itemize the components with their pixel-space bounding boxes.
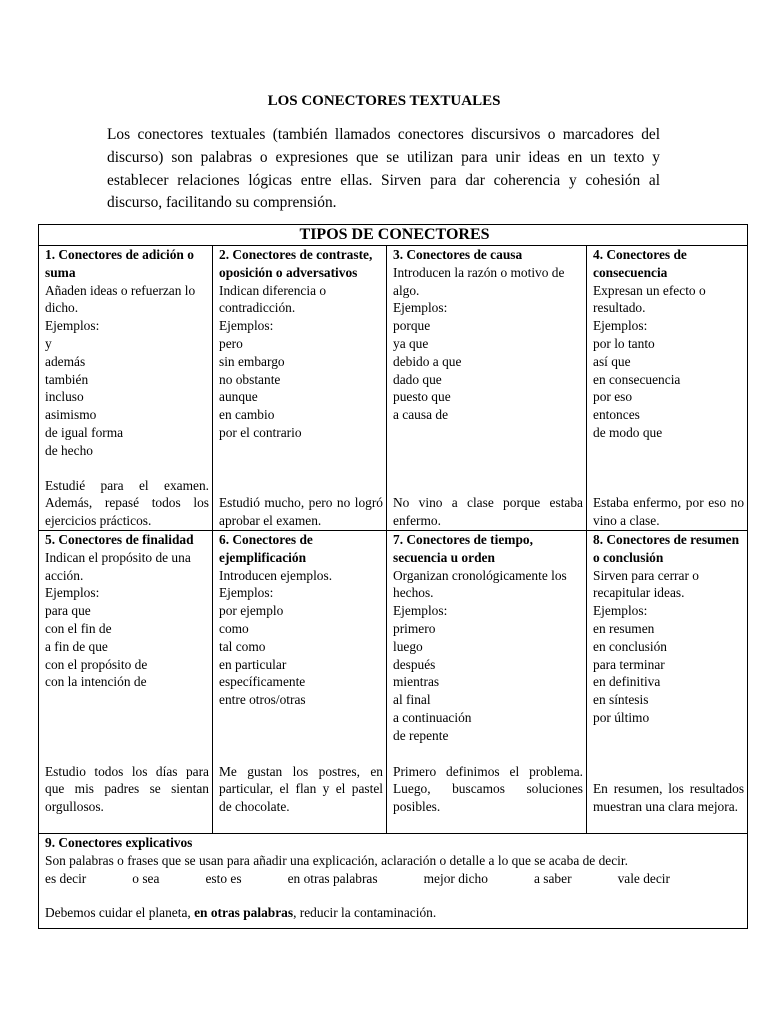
cell-description: Organizan cronológicamente los hechos. bbox=[393, 567, 567, 601]
example-connector: dado que bbox=[393, 371, 442, 387]
example-connector: al final bbox=[393, 692, 431, 708]
example-connector: para terminar bbox=[593, 656, 665, 672]
cell-example: Me gustan los postres, en particular, el flan y el pastel de chocolate. bbox=[219, 763, 383, 815]
example-connector: con la intención de bbox=[45, 674, 147, 690]
example-connector: después bbox=[393, 656, 436, 672]
cell-spacer bbox=[45, 691, 209, 762]
cell-description: Indican el propósito de una acción. bbox=[45, 549, 191, 583]
cell-example bbox=[45, 904, 741, 922]
cell-spacer bbox=[593, 442, 744, 495]
example-text: , reducir la contaminación. bbox=[293, 905, 437, 921]
example-connector: luego bbox=[393, 638, 423, 654]
example-connector: pero bbox=[219, 335, 243, 351]
cell-spacer bbox=[45, 460, 209, 477]
example-connector: en cambio bbox=[219, 407, 275, 423]
example-connector: en síntesis bbox=[593, 692, 649, 708]
example-connector: por el contrario bbox=[219, 424, 302, 440]
cell-description: Introducen ejemplos. bbox=[219, 567, 333, 583]
example-connector: porque bbox=[393, 318, 431, 334]
connectors-table bbox=[38, 224, 748, 929]
cell-title: 9. Conectores explicativos bbox=[45, 835, 193, 850]
example-highlight: en otras palabras bbox=[194, 905, 294, 921]
table-row bbox=[39, 246, 748, 531]
cell-example: Primero definimos el problema. Luego, buscamos soluciones posibles. bbox=[393, 763, 583, 815]
examples-label: Ejemplos: bbox=[45, 585, 100, 601]
table-header: TIPOS DE CONECTORES bbox=[39, 225, 748, 246]
cell-example: Estudié para el examen. Además, repasé todos los ejercicios prácticos. bbox=[45, 477, 209, 529]
table-row bbox=[39, 531, 748, 834]
example-connector: vale decir bbox=[617, 870, 670, 886]
example-connector: no obstante bbox=[219, 371, 281, 387]
explicativos-cell bbox=[39, 834, 748, 929]
example-connector: en resumen bbox=[593, 620, 655, 636]
examples-list bbox=[45, 870, 670, 888]
example-connector: además bbox=[45, 353, 86, 369]
cell-spacer bbox=[593, 727, 744, 781]
example-connector: incluso bbox=[45, 389, 84, 405]
connector-cell bbox=[387, 246, 587, 531]
cell-example: No vino a clase porque estaba enfermo. bbox=[393, 495, 583, 529]
example-connector: a causa de bbox=[393, 407, 449, 423]
cell-title: 1. Conectores de adición o suma bbox=[45, 247, 194, 280]
example-connector: en conclusión bbox=[593, 638, 668, 654]
cell-description: Son palabras o frases que se usan para añadir una explicación, aclaración o detalle a lo que se acaba de decir. bbox=[45, 852, 628, 868]
cell-example: Estudió mucho, pero no logró aprobar el examen. bbox=[219, 495, 383, 529]
cell-title: 2. Conectores de contraste, oposición o adversativos bbox=[219, 247, 373, 280]
examples-label: Ejemplos: bbox=[593, 603, 648, 619]
example-connector: a fin de que bbox=[45, 638, 108, 654]
connector-cell bbox=[387, 531, 587, 834]
cell-description: Añaden ideas o refuerzan lo dicho. bbox=[45, 282, 196, 316]
example-connector: a saber bbox=[533, 870, 572, 886]
connector-cell bbox=[587, 531, 748, 834]
example-connector: en particular bbox=[219, 656, 287, 672]
cell-description: Expresan un efecto o resultado. bbox=[593, 282, 706, 316]
example-connector: entre otros/otras bbox=[219, 692, 306, 708]
cell-spacer bbox=[393, 424, 583, 494]
example-connector: también bbox=[45, 371, 89, 387]
example-connector: es decir bbox=[45, 870, 87, 886]
connector-cell bbox=[213, 531, 387, 834]
examples-label: Ejemplos: bbox=[219, 585, 274, 601]
example-connector: en definitiva bbox=[593, 674, 661, 690]
example-connector: asimismo bbox=[45, 407, 97, 423]
cell-description: Introducen la razón o motivo de algo. bbox=[393, 264, 565, 298]
connector-cell bbox=[587, 246, 748, 531]
example-connector: a continuación bbox=[393, 709, 472, 725]
example-connector: en consecuencia bbox=[593, 371, 681, 387]
page-title: LOS CONECTORES TEXTUALES bbox=[267, 93, 501, 109]
cell-description: Indican diferencia o contradicción. bbox=[219, 282, 327, 316]
cell-spacer bbox=[219, 709, 383, 763]
example-connector: aunque bbox=[219, 389, 258, 405]
example-connector: debido a que bbox=[393, 353, 462, 369]
example-connector: de igual forma bbox=[45, 424, 124, 440]
cell-title: 7. Conectores de tiempo, secuencia u orden bbox=[393, 532, 533, 565]
example-connector: sin embargo bbox=[219, 353, 285, 369]
cell-title: 3. Conectores de causa bbox=[393, 247, 523, 262]
connector-cell bbox=[39, 246, 213, 531]
example-connector: y bbox=[45, 335, 52, 351]
cell-example: Estaba enfermo, por eso no vino a clase. bbox=[593, 495, 745, 529]
example-connector: por eso bbox=[593, 389, 633, 405]
intro-paragraph: Los conectores textuales (también llamados conectores discursivos o marcadores del discurso) son palabras o expresiones que se utilizan para unir ideas en un texto y establecer relaciones lógicas entre ellas. Sirven para dar coherencia y cohesión al discurso, facilitando su comprensión. bbox=[107, 126, 660, 212]
examples-label: Ejemplos: bbox=[45, 318, 100, 334]
example-connector: en otras palabras bbox=[287, 870, 378, 886]
example-connector: específicamente bbox=[219, 674, 306, 690]
example-connector: primero bbox=[393, 620, 436, 636]
example-connector: mientras bbox=[393, 674, 440, 690]
example-connector: esto es bbox=[205, 870, 242, 886]
cell-description: Sirven para cerrar o recapitular ideas. bbox=[593, 567, 699, 601]
examples-label: Ejemplos: bbox=[393, 603, 448, 619]
cell-title: 6. Conectores de ejemplificación bbox=[219, 532, 313, 565]
example-connector: como bbox=[219, 620, 249, 636]
example-connector: tal como bbox=[219, 638, 266, 654]
examples-label: Ejemplos: bbox=[219, 318, 274, 334]
example-connector: de modo que bbox=[593, 424, 663, 440]
cell-title: 4. Conectores de consecuencia bbox=[593, 247, 687, 280]
cell-spacer bbox=[219, 442, 383, 495]
cell-title: 5. Conectores de finalidad bbox=[45, 532, 194, 547]
examples-label: Ejemplos: bbox=[393, 300, 448, 316]
example-connector: por ejemplo bbox=[219, 603, 284, 619]
cell-spacer bbox=[393, 745, 583, 763]
example-connector: entonces bbox=[593, 407, 640, 423]
example-connector: con el propósito de bbox=[45, 656, 148, 672]
cell-example: Estudio todos los días para que mis padres se sientan orgullosos. bbox=[45, 763, 209, 815]
example-connector: o sea bbox=[132, 870, 160, 886]
example-connector: así que bbox=[593, 353, 631, 369]
example-connector: con el fin de bbox=[45, 620, 112, 636]
example-connector: para que bbox=[45, 603, 91, 619]
example-connector: ya que bbox=[393, 335, 429, 351]
example-connector: mejor dicho bbox=[423, 870, 488, 886]
example-connector: por último bbox=[593, 709, 650, 725]
example-connector: por lo tanto bbox=[593, 335, 655, 351]
example-connector: de repente bbox=[393, 727, 449, 743]
cell-title: 8. Conectores de resumen o conclusión bbox=[593, 532, 740, 565]
example-text: Debemos cuidar el planeta, bbox=[45, 905, 195, 921]
example-connector: de hecho bbox=[45, 442, 93, 458]
connector-cell bbox=[213, 246, 387, 531]
connector-cell bbox=[39, 531, 213, 834]
cell-example: En resumen, los resultados muestran una clara mejora. bbox=[593, 781, 745, 815]
examples-label: Ejemplos: bbox=[593, 318, 648, 334]
example-connector: puesto que bbox=[393, 389, 451, 405]
